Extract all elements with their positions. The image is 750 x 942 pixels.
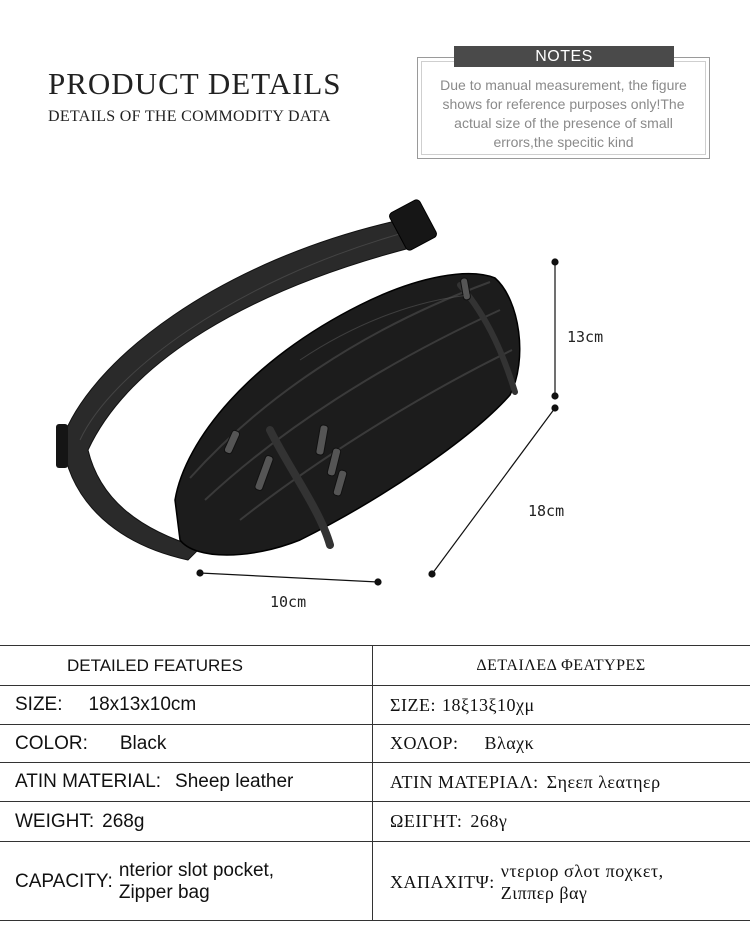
size-value-greek: 18ξ13ξ10χμ bbox=[441, 694, 535, 715]
table-row bbox=[0, 725, 750, 763]
capacity-label: CAPACITY: bbox=[15, 871, 113, 892]
color-label-greek: ΧΟΛΟΡ: bbox=[390, 733, 459, 753]
header-english: DETAILED FEATURES bbox=[66, 655, 243, 675]
color-value: Black bbox=[119, 732, 167, 754]
capacity-value: nterior slot pocket, Zipper bag bbox=[118, 860, 275, 903]
table-header-row bbox=[0, 646, 750, 686]
strap-slider bbox=[56, 424, 68, 468]
table-row bbox=[0, 763, 750, 802]
notes-text: Due to manual measurement, the figure shows for reference purposes only!The actual size of the presence of small errors,the specitic kind bbox=[440, 77, 687, 150]
table-row bbox=[0, 802, 750, 842]
dimension-width-label: 10cm bbox=[270, 593, 307, 611]
product-image bbox=[0, 180, 750, 620]
capacity-value-greek: ντεριορ σλοτ ποχκετ, Ζιππερ βαγ bbox=[500, 861, 664, 903]
table-row bbox=[0, 686, 750, 725]
table-row bbox=[0, 842, 750, 922]
page-title: PRODUCT DETAILS bbox=[48, 66, 342, 101]
dimension-length-label: 18cm bbox=[528, 502, 565, 520]
size-value: 18x13x10cm bbox=[88, 694, 197, 715]
weight-label: WEIGHT: bbox=[15, 810, 95, 832]
weight-value-greek: 268γ bbox=[470, 811, 508, 831]
color-value-greek: Βλαχκ bbox=[484, 733, 535, 753]
notes-heading: NOTES bbox=[454, 46, 674, 67]
dimension-height-label: 13cm bbox=[567, 328, 604, 346]
material-value: Sheep leather bbox=[175, 771, 294, 792]
material-label: ATIN MATERIAL: bbox=[15, 771, 162, 792]
color-label: COLOR: bbox=[15, 732, 88, 754]
weight-value: 268g bbox=[102, 810, 145, 832]
header-greek: ΔΕΤΑΙΛΕΔ ΦΕΑΤΥΡΕΣ bbox=[476, 656, 646, 674]
material-label-greek: ΑΤΙΝ ΜΑΤΕΡΙΑΛ: bbox=[390, 771, 539, 792]
size-label: SIZE: bbox=[15, 694, 63, 715]
page-subtitle: DETAILS OF THE COMMODITY DATA bbox=[48, 108, 331, 125]
size-label-greek: ΣΙΖΕ: bbox=[390, 694, 436, 715]
features-table bbox=[0, 645, 750, 921]
material-value-greek: Σηεεπ λεατηερ bbox=[546, 771, 661, 792]
capacity-label-greek: ΧΑΠΑΧΙΤΨ: bbox=[390, 871, 495, 892]
weight-label-greek: ΩΕΙΓΗΤ: bbox=[390, 811, 463, 831]
